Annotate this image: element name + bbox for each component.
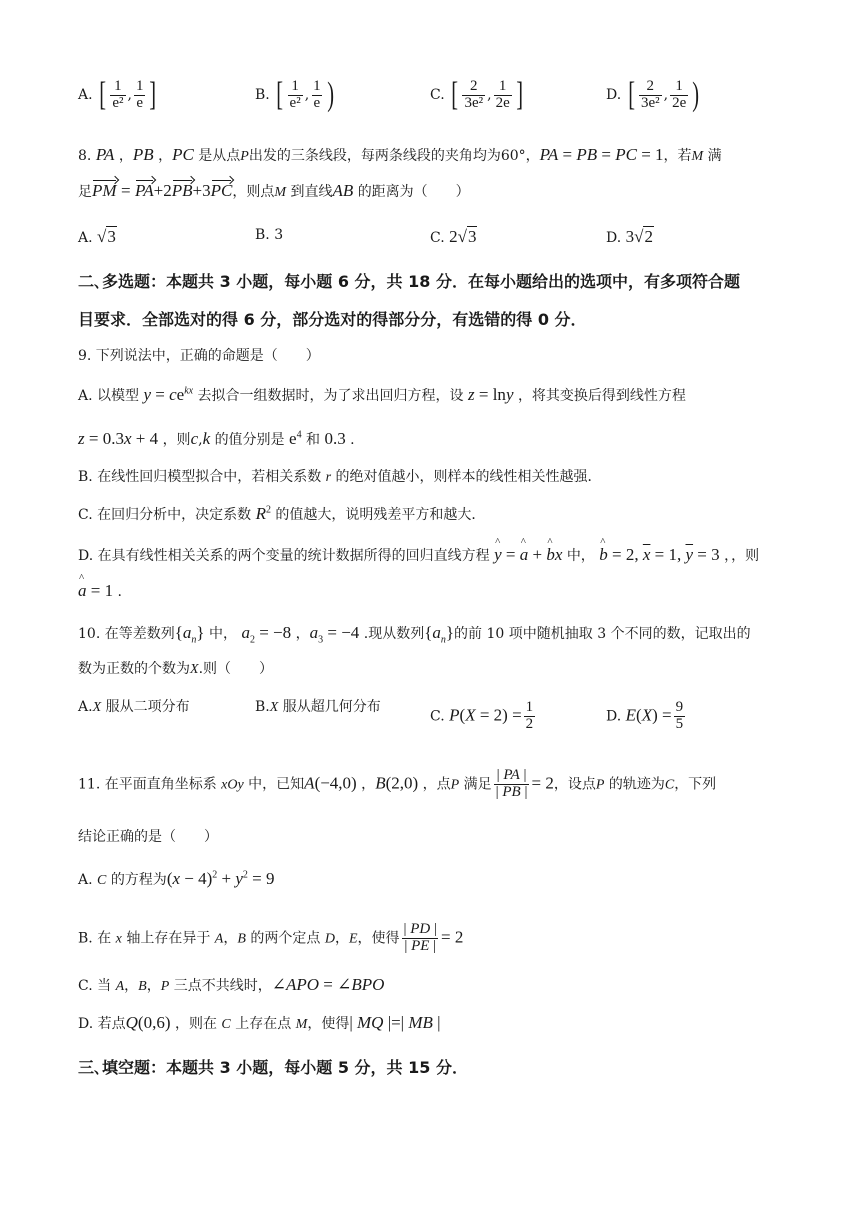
q9-option-d-line-1: D. 在具有线性相关关系的两个变量的统计数据所得的回归直线方程 ^ y = ^ a + ^ bx 中， ^ b = 2, $\overline{x} = 1$, $\overline{y} = 3$ ，，则 <box>78 546 759 563</box>
q10-option-d: D. E(X) = $\frac{9}{5}$ <box>606 699 684 732</box>
q11-option-d: D. 若点Q(0,6) ，则在 C 上存在点 M，使得| MQ |=| MB | <box>78 1013 441 1032</box>
q8-option-a: A. √3 <box>78 227 116 246</box>
section-2-heading-line-2: 目要求．全部选对的得 6 分，部分选对的得部分分，有选错的得 0 分． <box>78 310 587 329</box>
q10-line-2: 数为正数的个数为X.则（ ） <box>78 661 274 677</box>
q7-option-b: B. [ $\frac{1}{\text{e²}}$ , $\frac{1}{e}$ ) <box>255 76 334 113</box>
section-3-heading: 三､填空题：本题共 3 小题，每小题 5 分，共 15 分． <box>78 1058 468 1077</box>
q10-option-b: B.X 服从超几何分布 <box>255 699 381 715</box>
q9-option-b: B. 在线性回归模型拟合中，若相关系数 r 的绝对值越小，则样本的线性相关性越强． <box>78 469 602 485</box>
q8-option-d: D. 3√2 <box>606 227 653 246</box>
q8-line-2: 足PM = PA+2PB+3PC，则点M 到直线AB 的距离为（ ） <box>78 181 470 200</box>
q9-option-c: C. 在回归分析中，决定系数 $R^2$ 的值越大，说明残差平方和越大． <box>78 504 486 523</box>
q9-option-a-line-1: A. 以模型 $y = ce^{kx}$ 去拟合一组数据时，为了求出回归方程，设 z = lny ，将其变换后得到线性方程 <box>78 385 686 404</box>
q8-option-c: C. 2√3 <box>430 227 477 246</box>
q9-stem: 9. 下列说法中，正确的命题是（ ） <box>78 348 320 364</box>
section-2-heading-line-1: 二､多选题：本题共 3 小题，每小题 6 分，共 18 分．在每小题给出的选项中，有多项符合题 <box>78 272 740 291</box>
q11-option-c: C. 当 A，B，P 三点不共线时，∠APO = ∠BPO <box>78 975 385 994</box>
q7-option-d: D. [ $\frac{2}{\text{3e²}}$ , $\frac{1}{2e}$ ) <box>606 76 700 113</box>
q11-option-b: B. 在 x 轴上存在异于 A，B 的两个定点 D，E，使得 $\frac{| PD |}{| PE |}$ = 2 <box>78 921 464 954</box>
q7-option-c: C. [ $\frac{2}{\text{3e²}}$ , $\frac{1}{2e}$ ] <box>430 76 523 113</box>
q10-line-1: 10. 在等差数列$\{a_n\}$ 中， $a_2 = -8$ ，$a_3 = -4$ .现从数列$\{a_n\}$的前 10 项中随机抽取 3 个不同的数，记取出的 <box>78 623 751 646</box>
q11-option-a: A. C 的方程为$(x - 4)^2 + y^2 = 9$ <box>78 869 275 888</box>
q11-line-2: 结论正确的是（ ） <box>78 829 218 845</box>
q10-option-c: C. P(X = 2) = $\frac{1}{2}$ <box>430 699 534 732</box>
q10-option-a: A.X 服从二项分布 <box>78 699 190 715</box>
q8-option-b: B. 3 <box>255 227 284 243</box>
q9-option-a-line-2: z = 0.3x + 4 ，则c,k 的值分别是 $e^4$ 和 0.3 . <box>78 429 355 448</box>
q11-line-1: 11. 在平面直角坐标系 xOy 中，已知A(−4,0) ，B(2,0) ，点P 满足 $\frac{| PA |}{| PB |}$ = 2，设点P 的轨迹为C，下列 <box>78 767 717 800</box>
q7-option-a: A. [ $\frac{1}{\text{e²}}$ , $\frac{1}{e}$ ] <box>78 76 157 113</box>
q9-option-d-line-2: ^ a = 1 . <box>78 582 122 599</box>
q8-line-1: 8. PA ，PB ，PC 是从点P出发的三条线段，每两条线段的夹角均为60°，PA = PB = PC = 1，若M 满 <box>78 145 722 164</box>
